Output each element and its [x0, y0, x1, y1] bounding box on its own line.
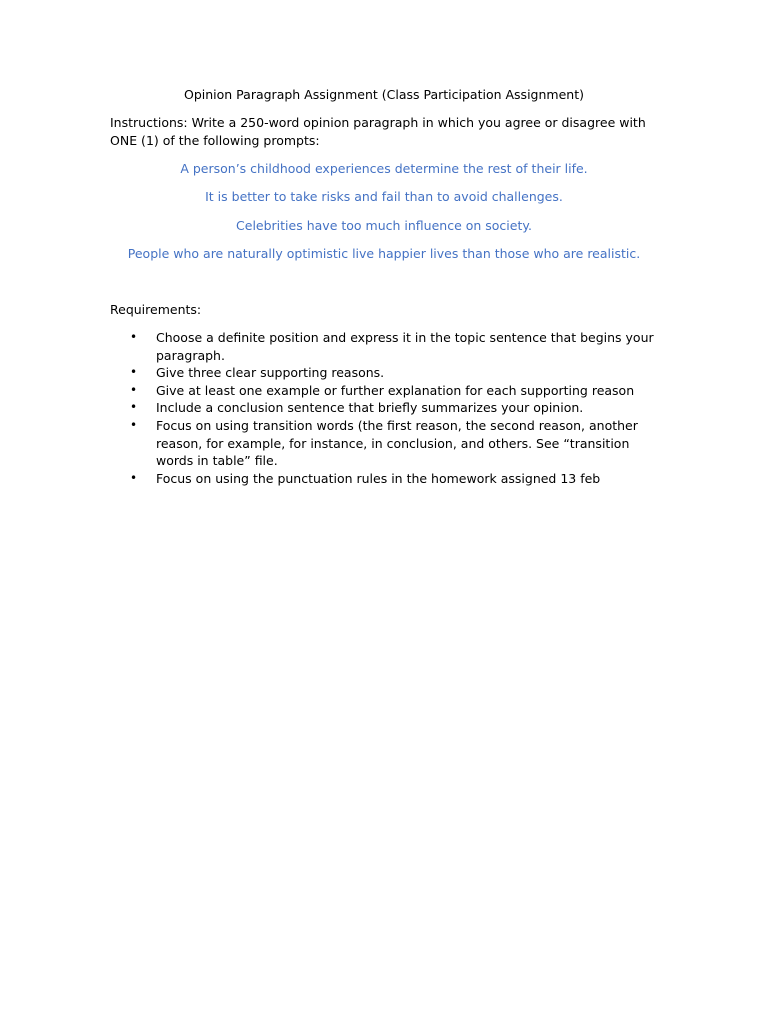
requirements-heading: Requirements: [110, 302, 202, 317]
bullet-icon: • [130, 382, 138, 397]
requirement-text: Focus on using transition words (the first reason, the second reason, another reason, for example, for instance, in conclusion, and others. See “transition words in table” file. [156, 417, 638, 469]
prompt-item: A person’s childhood experiences determine the rest of their life. [180, 161, 588, 176]
requirement-text: Choose a definite position and express it in the topic sentence that begins your paragraph. [156, 330, 654, 363]
requirement-item [110, 399, 670, 417]
bullet-icon: • [130, 365, 138, 380]
bullet-icon: • [130, 417, 138, 432]
requirement-text: Give at least one example or further explanation for each supporting reason [156, 382, 635, 398]
prompt-item: It is better to take risks and fail than to avoid challenges. [205, 189, 563, 205]
prompt-item: Celebrities have too much influence on society. [236, 217, 532, 233]
bullet-icon: • [130, 400, 138, 415]
bullet-icon: • [130, 470, 138, 485]
requirement-item [110, 382, 670, 400]
requirement-item [110, 417, 670, 470]
requirement-item [110, 364, 670, 382]
prompt-item: People who are naturally optimistic live happier lives than those who are realistic. [127, 245, 641, 261]
instructions-text: Instructions: Write a 250-word opinion paragraph in which you agree or disagree with ONE (1) of the following prompts: [110, 115, 646, 148]
requirement-text: Focus on using the punctuation rules in the homework assigned 13 feb [156, 470, 601, 486]
document-title: Opinion Paragraph Assignment (Class Participation Assignment) [184, 87, 584, 102]
requirements-list [110, 329, 670, 487]
prompt-list [100, 160, 668, 273]
bullet-icon: • [130, 330, 138, 344]
requirement-text: Give three clear supporting reasons. [156, 365, 385, 381]
requirement-item [110, 470, 670, 488]
requirement-text: Include a conclusion sentence that briefly summarizes your opinion. [156, 400, 584, 416]
requirement-item [110, 329, 670, 364]
